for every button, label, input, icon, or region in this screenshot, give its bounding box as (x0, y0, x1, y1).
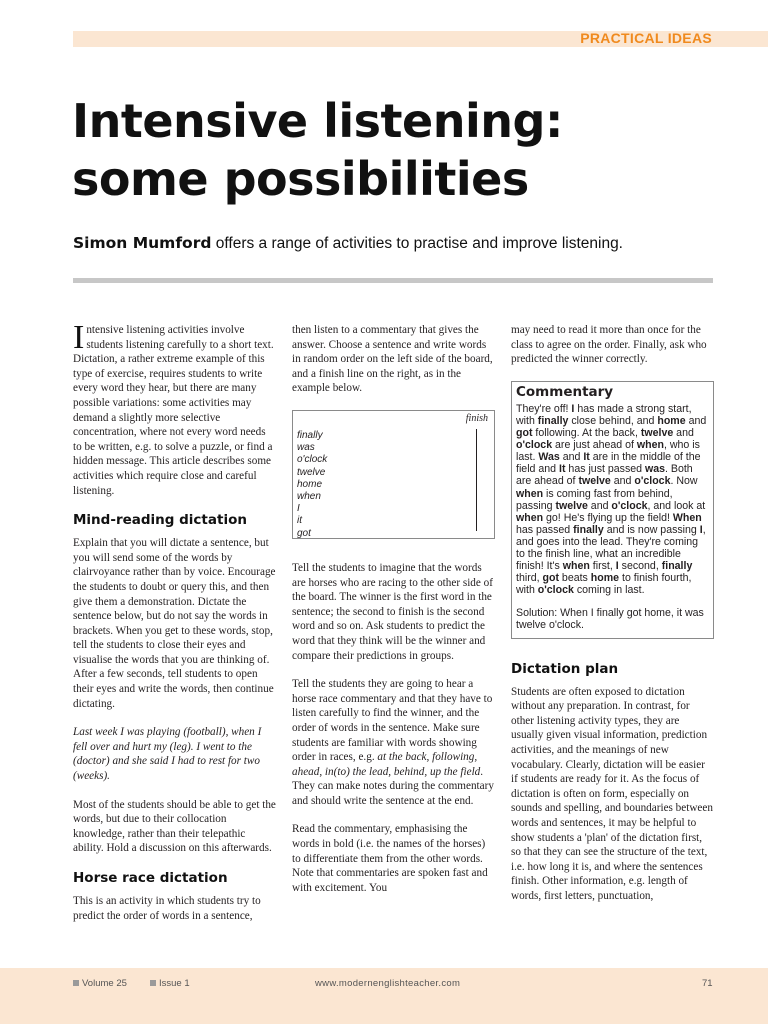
collocation-paragraph: Most of the students should be able to get the words, but due to their collocation knowledge, rather than their telepathic ability. Hold a discussion on this afterwards. (73, 798, 276, 855)
commentary-solution: Solution: When I finally got home, it was twelve o'clock. (516, 607, 704, 632)
order-words: at the back, following, ahead, in(to) the lead, behind, up the field (292, 751, 481, 778)
square-bullet-icon (73, 980, 79, 986)
footer-volume (73, 978, 127, 989)
race-word: was (297, 442, 315, 454)
tell-text-end: . They can make notes during the commentary and should write the sentence at the end. (292, 765, 494, 807)
intro-paragraph (73, 319, 276, 498)
may-read-paragraph: may need to read it more than once for the class to agree on the order. Finally, ask who predicted the winner correctly. (511, 324, 707, 366)
column-3 (511, 323, 714, 917)
race-diagram (292, 410, 495, 539)
standfirst (73, 234, 723, 253)
race-word: it (297, 515, 302, 527)
finish-label: finish (465, 412, 488, 424)
dictation-plan-paragraph: Students are often exposed to dictation without any preparation. In contrast, for other listening activity types, they are usually given visual information, prediction activities, and the meanings of new vocabulary. Clearly, dictation will be easier if students are ready for it. As the focus of dictation is often on form, especially on sounds and spelling, and boundaries between words and sentences, it may be helpful to show students a 'plan' of the dictation first, so that they can see the structure of the text, i.e. how long it is, and where the sentences finish. Other information, e.g. length of words, first letters, punctuation, (511, 685, 713, 902)
finish-line (476, 429, 477, 531)
drop-cap: I (73, 319, 85, 356)
title-line-2: some possibilities (72, 152, 529, 206)
race-word: home (297, 478, 323, 490)
race-word: when (297, 490, 321, 502)
race-word-list (297, 430, 327, 540)
heading-mind-reading: Mind-reading dictation (73, 512, 247, 529)
page-number: 71 (702, 978, 713, 989)
heading-horse-race: Horse race dictation (73, 870, 228, 886)
commentary-intro-paragraph (292, 677, 495, 808)
intro-text: ntensive listening activities involve students listening carefully to a short text. Dictation, a rather extreme example of this type of exercise, requires students to write every word they hear, but there are many possible variations: some activities may demand a slightly more selective concentration, where not every word needs to be written, e.g. to solve a puzzle, or find a hidden message. This article describes some activities which require close and careful listening. (73, 324, 274, 497)
race-word: twelve (297, 466, 326, 478)
commentary-heading: Commentary (516, 383, 614, 400)
race-word: got (297, 527, 311, 539)
footer-band (0, 968, 768, 1024)
imagine-paragraph: Tell the students to imagine that the words are horses who are racing to the other side of the board. The winner is the first word in the sentence; the second to finish is the second word and so on. Ask students to predict the word that they think will be the winner and compare their predictions in groups. (292, 561, 493, 662)
listen-paragraph: then listen to a commentary that gives the answer. Choose a sentence and write words in random order on the left side of the board, and a finish line on the right, as in the example below. (292, 324, 493, 395)
commentary-text: They're off! I has made a strong start, with finally close behind, and home and got following. At the back, twelve and o'clock are just ahead of when, who is last. Was and It are in the middle of the field and It has just passed was. Both are ahead of twelve and o'clock. Now when is coming fast from behind, passing twelve and o'clock, and look at when go! He's flying up the field! When has passed finally and is now passing I, and goes into the lead. They're coming to the finish line, what an incredible finish! It's when first, I second, finally third, got beats home to finish fourth, with o'clock coming in last. (516, 402, 707, 597)
tell-text: Tell the students they are going to hear a horse race commentary and that they have to listen carefully to find the winner, and the order of words in the sentence. Make sure students are familiar with words showing order in races, e.g. (292, 678, 493, 764)
issue-text: Issue 1 (159, 978, 190, 989)
author-name: Simon Mumford (73, 234, 212, 252)
title-rule (73, 278, 713, 283)
article-title (72, 92, 712, 208)
title-line-1: Intensive listening: (72, 94, 563, 148)
mind-reading-paragraph: Explain that you will dictate a sentence, but you will send some of the words by clairvoyance rather than by voice. Encourage the students to doubt or query this, and then give them a demonstration. Dictate the sentence below, but do not say the words in brackets. When you get to these words, stop, tell the students to close their eyes and visualise the words that you are thinking of. After a few seconds, tell students to open their eyes and write the words, then continue dictating. (73, 537, 276, 710)
footer-issue (150, 978, 190, 989)
standfirst-text: offers a range of activities to practise and improve listening. (211, 235, 623, 252)
footer-url[interactable]: www.modernenglishteacher.com (315, 978, 461, 989)
square-bullet-icon (150, 980, 156, 986)
column-1 (73, 319, 276, 937)
race-word: finally (297, 429, 323, 441)
section-label: PRACTICAL IDEAS (580, 30, 712, 46)
race-word: o'clock (297, 454, 328, 466)
race-word: I (297, 503, 300, 515)
volume-text: Volume 25 (82, 978, 127, 989)
heading-dictation-plan: Dictation plan (511, 660, 619, 677)
example-sentence: Last week I was playing (football), when I fell over and hurt my (leg). I went to the (doctor) and she said I had to rest for two (weeks). (73, 726, 262, 783)
read-paragraph: Read the commentary, emphasising the words in bold (i.e. the names of the horses) to differentiate them from the other words. Note that commentaries are spoken fast and with excitement. You (292, 823, 488, 894)
horse-race-paragraph: This is an activity in which students try to predict the order of words in a sentence, (73, 895, 261, 922)
column-2 (292, 323, 495, 909)
commentary-box (511, 381, 714, 639)
